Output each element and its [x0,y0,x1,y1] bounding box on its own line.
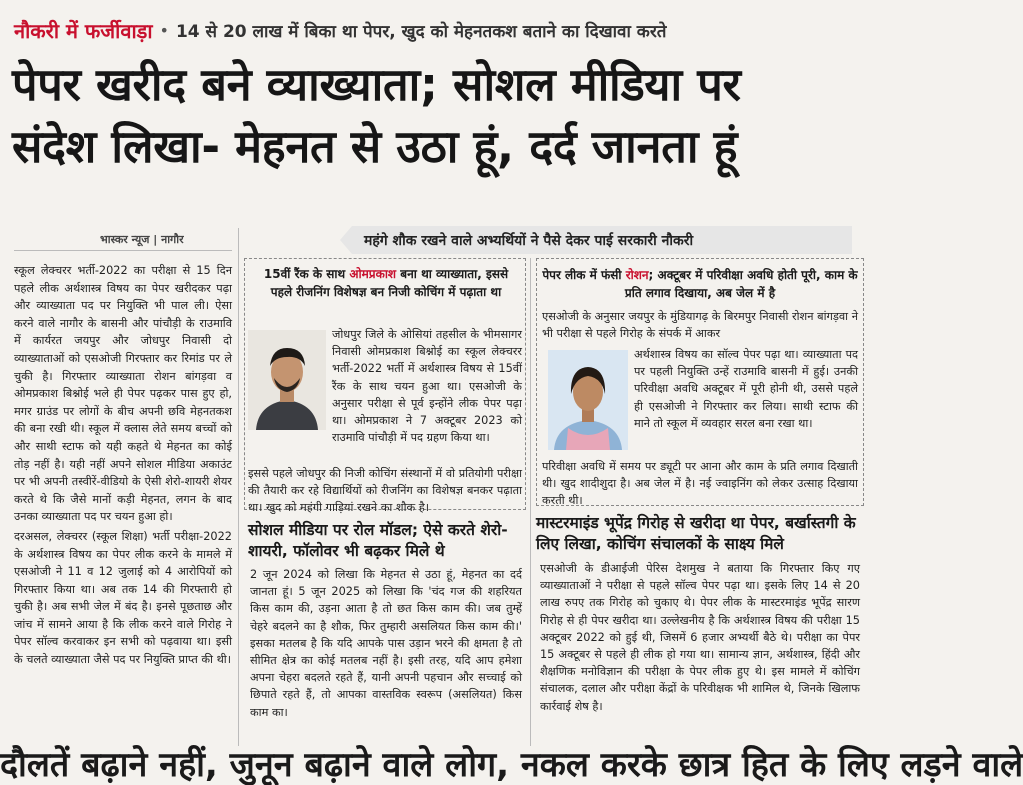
right-subhead: मास्टरमाइंड भूपेंद्र गिरोह से खरीदा था पेपर, बर्खास्तगी के लिए लिखा, कोचिंग संचालकों के साक्ष्य मिले [536,514,856,553]
right-text-below-photo: परिवीक्षा अवधि में समय पर ड्यूटी पर आना और काम के प्रति लगाव दिखाती थी। खुद शादीशुदा है। अब जेल में है। नई ज्वाइनिंग को लेकर उत्साह दिखाया करती थी। [542,460,858,508]
middle-subhead: सोशल मीडिया पर रोल मॉडल; ऐसे करते शेरो-शायरी, फॉलोवर भी बढ़कर मिले थे [248,521,508,560]
section-banner [352,226,852,254]
headline [12,54,862,178]
column-divider [238,228,239,746]
headline-line-2: संदेश लिखा- मेहनत से उठा हूं, दर्द जानता हूं [12,120,738,173]
right-text-intro: एसओजी के अनुसार जयपुर के मुंडियागढ़ के बिरमपुर निवासी रोशन बांगड़वा ने भी परीक्षा से पहले गिरोह के संपर्क में आकर [542,310,858,341]
byline: भास्कर न्यूज | नागौर [100,233,184,246]
middle-text-below-photo: इससे पहले जोधपुर की निजी कोचिंग संस्थानों में वो प्रतियोगी परीक्षा की तैयारी कर रहे विद्यार्थियों को रीजनिंग का विशेषज्ञ बनकर पढ़ाता था। खुद को महंगी गाड़ियां रखने का शौक है। [248,467,522,515]
kicker-label: नौकरी में फर्जीवाड़ा [14,18,153,43]
omprakash-photo [248,330,326,430]
kicker-subtitle: 14 से 20 लाख में बिका था पेपर, खुद को मेहनतकश बताने का दिखावा करते [175,21,667,42]
headline-line-1: पेपर खरीद बने व्याख्याता; सोशल मीडिया पर [12,58,741,111]
middle-head-prefix: 15वीं रैंक के साथ [263,267,350,281]
middle-right-divider [530,258,531,746]
middle-head-suffix: बना था व्याख्याता, इससे पहले रीजनिंग विशेषज्ञ बन निजी कोचिंग में पढ़ाता था [270,267,509,299]
right-story-headline [540,266,860,302]
left-paragraph-1: स्कूल लेक्चरर भर्ती-2022 का परीक्षा से 15 दिन पहले लीक अर्थशास्त्र विषय का पेपर खरीदकर पढ़ा और व्याख्याता पद पर नियुक्ति भी पाल ली। ऐसा करने वाले नागौर के बासनी और पांचौड़ी के राउमावि में कार्यरत जयपुर और जोधपुर निवासी दो व्याख्याताओं को एसओजी गिरफ्तार कर रिमांड पर ले चुकी है। गिरफ्तार व्याख्याता रोशन बांगड़वा व ओमप्रकाश बिश्नोई भले ही पेपर पढ़कर पास हुए हो, मगर ग्राउंड पर लोगों के बीच अपनी छवि मेहनतकश की बना रखी थी। स्कूल में क्लास लेते समय बच्चों को और साथी स्टाफ को यही कहते थे मेहनत का कोई तोड़ नहीं है। यही नहीं अपने सोशल मीडिया अकाउंट पर भी अपनी तस्वीरें-वीडियो के ऐसी शेरो-शायरी शेयर करते थे कि जैसे मानों कड़ी मेहनत, लगन के बाद उनका व्याख्याता पद पर चयन हुआ हो। [14,264,232,524]
man-portrait-icon [248,330,326,430]
right-head-prefix: पेपर लीक में फंसी [542,268,626,282]
bottom-headline-fragment [0,745,1023,785]
right-body: एसओजी के डीआईजी पेरिस देशमुख ने बताया कि गिरफ्तार किए गए व्याख्याताओं ने परीक्षा से पहले सॉल्व पेपर पढ़ा था। इसके लिए 14 से 20 लाख रुपए तक गिरोह को चुकाए थे। पेपर लीक के मास्टरमाइंड भूपेंद्र सारण गिरोह से ही पेपर खरीदा था। उल्लेखनीय है कि अर्थशास्त्र विषय की परीक्षा 15 अक्टूबर 2022 को हुई थी, जिसमें 6 हजार अभ्यर्थी बैठे थे। परीक्षा का पेपर 15 अक्टूबर से पहले ही लीक हो गया था। सामान्य ज्ञान, अर्थशास्त्र, हिंदी और शैक्षणिक मनोविज्ञान की परीक्षा के पेपर लीक हुए थे। इस मामले में कोचिंग संचालक, दलाल और परीक्षा केंद्रों के परिवीक्षक भी शामिल थे, जिनके खिलाफ कार्रवाई शेष है। [540,562,860,713]
middle-head-name: ओमप्रकाश [349,267,397,281]
roshan-photo [548,350,628,450]
middle-body: 2 जून 2024 को लिखा कि मेहनत से उठा हूं, मेहनत का दर्द जानता हूं। 5 जून 2025 को लिखा कि 'चंद गज की शहरियत किस काम की, उड़ना आता है तो छत किस काम की। जब तुम्हें चेहरे बदलने का है शौक, फिर तुम्हारी असलियत किस काम की।' इसका मतलब है कि यदि आपके पास उड़ान भरने की क्षमता है तो सीमित क्षेत्र का कोई मतलब नहीं है। इसी तरह, यदि आप हमेशा अपना चेहरा बदलते रहते हैं, यानी अपनी पहचान और सच्चाई को छिपाते रहते हैं, तो आपका वास्तविक स्वरूप (असलियत) किस काम का। [250,568,522,719]
kicker-bullet: • [159,20,169,40]
banner-pointer [340,226,352,254]
banner-text: महंगे शौक रखने वाले अभ्यर्थियों ने पैसे देकर पाई सरकारी नौकरी [364,232,694,249]
middle-text-beside-photo: जोधपुर जिले के ओसियां तहसील के भीमसागर निवासी ओमप्रकाश बिश्नोई का स्कूल लेक्चरर भर्ती-2022 भर्ती में अर्थशास्त्र विषय से 15वीं रैंक के साथ चयन हुआ था। एसओजी के अनुसार परीक्षा से पूर्व इन्होंने लीक पेपर पढ़ा था। ओमप्रकाश ने 7 अक्टूबर 2023 को राउमावि पांचौड़ी में पद ग्रहण किया था। [332,328,522,445]
right-head-name: रोशन [625,268,649,282]
woman-portrait-icon [548,350,628,450]
right-head-suffix: ; अक्टूबर में परिवीक्षा अवधि होती पूरी, काम के प्रति लगाव दिखाया, अब जेल में है [624,268,858,300]
left-column [14,262,232,671]
byline-divider [14,250,232,251]
left-paragraph-2: दरअसल, लेक्चरर (स्कूल शिक्षा) भर्ती परीक्षा-2022 के अर्थशास्त्र विषय का पेपर लीक करने के मामले में एसओजी ने 11 व 12 जुलाई को 4 आरोपियों को गिरफ्तार किया था। अब तक 14 की गिरफ्तारी हो चुकी है। अब सभी जेल में बंद है। इनसे पूछताछ और जांच में सामने आया है कि लीक करने वाले गिरोह ने पेपर सॉल्व करवाकर इन सभी को पढ़वाया था। इसी के चलते व्याख्याता जैसे पद पर नियुक्ति प्राप्त की थी। [14,529,232,667]
right-text-beside-photo: अर्थशास्त्र विषय का सॉल्व पेपर पढ़ा था। व्याख्याता पद पर पहली नियुक्ति उन्हें राउमावि बासनी में हुई। उनकी परिवीक्षा अवधि अक्टूबर में पूरी होनी थी, उससे पहले ही एसओजी ने गिरफ्तार कर लिया। साथी स्टाफ की माने तो स्कूल में व्यवहार सरल बना रखा था। [634,348,858,430]
bottom-fragment-text: दौलतें बढ़ाने नहीं, जुनून बढ़ाने वाले लोग, नकल करके छात्र हित के लिए लड़ने वाले [0,745,1023,785]
middle-story-headline [252,265,520,301]
kicker [14,14,859,46]
